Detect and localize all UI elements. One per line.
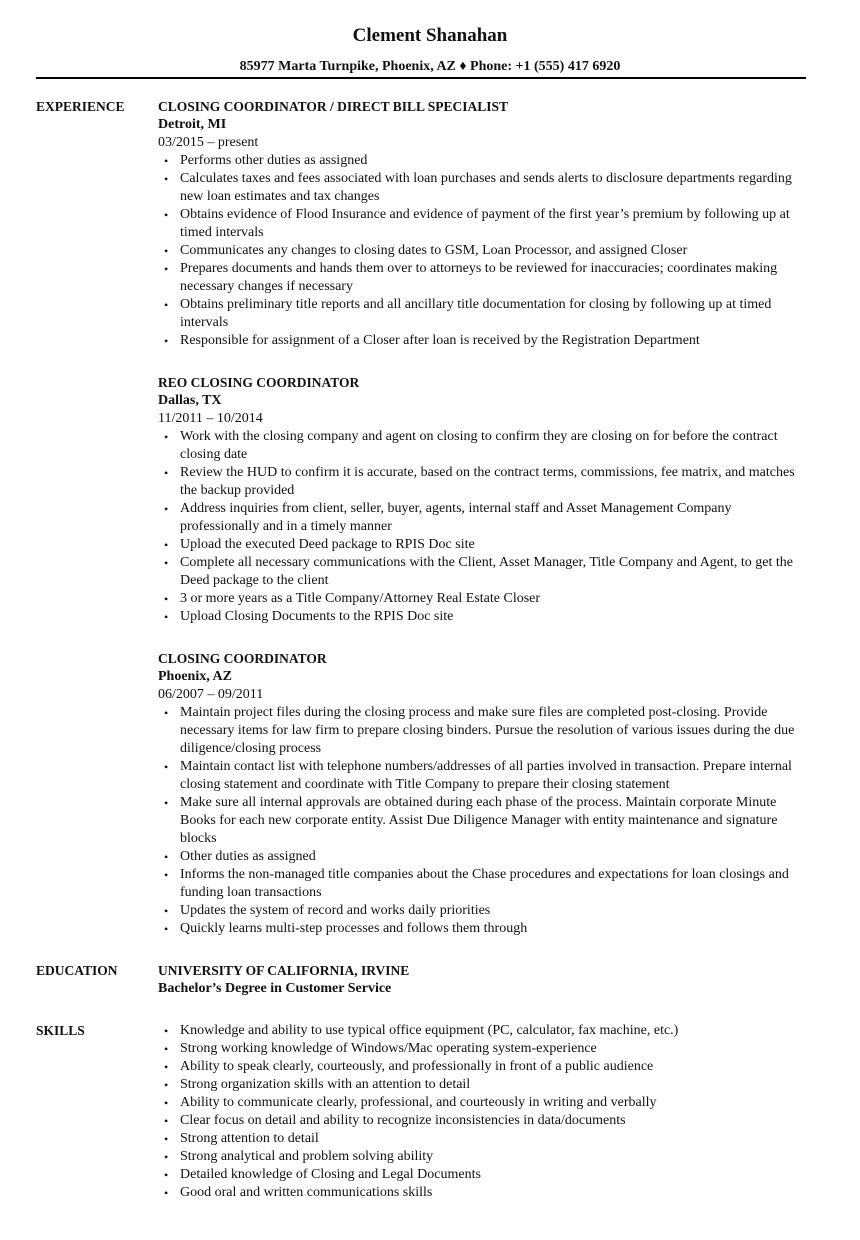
list-item: • Quickly learns multi-step processes and follows them through — [158, 920, 812, 938]
list-item: • Work with the closing company and agent on closing to confirm they are closing on for before the contract closing date — [158, 428, 812, 464]
list-item: • 3 or more years as a Title Company/Attorney Real Estate Closer — [158, 590, 812, 608]
list-item: • Obtains preliminary title reports and all ancillary title documentation for closing by following up at timed intervals — [158, 296, 812, 332]
list-item: • Other duties as assigned — [158, 848, 812, 866]
list-item: • Responsible for assignment of a Closer after loan is received by the Registration Department — [158, 332, 812, 350]
header-divider — [36, 77, 806, 79]
list-item: • Review the HUD to confirm it is accurate, based on the contract terms, commissions, fee matrix, and matches the backup provided — [158, 464, 812, 500]
job-title: REO CLOSING COORDINATOR — [158, 375, 360, 390]
education-section — [36, 962, 826, 998]
contact-line: 85977 Marta Turnpike, Phoenix, AZ ♦ Phone: +1 (555) 417 6920 — [239, 59, 621, 74]
job-dates: 03/2015 – present — [158, 135, 259, 150]
list-item: • Maintain project files during the closing process and make sure files are completed post-closing. Provide necessary items for law firm to prepare closing binders. Pursue the resolution of various issues during the due diligence/closing process — [158, 704, 812, 758]
list-item: • Calculates taxes and fees associated with loan purchases and sends alerts to disclosure departments regarding new loan estimates and tax changes — [158, 170, 812, 206]
section-heading: EXPERIENCE — [36, 99, 125, 114]
list-item: • Knowledge and ability to use typical office equipment (PC, calculator, fax machine, etc.) — [158, 1022, 812, 1040]
list-item: • Updates the system of record and works daily priorities — [158, 902, 812, 920]
job-dates: 11/2011 – 10/2014 — [158, 411, 263, 426]
list-item: • Maintain contact list with telephone numbers/addresses of all parties involved in transaction. Prepare internal closing statement and coordinate with Title Company to prepare their closing statement — [158, 758, 812, 794]
list-item: • Ability to speak clearly, courteously, and professionally in front of a public audience — [158, 1058, 812, 1076]
list-item: • Informs the non-managed title companies about the Chase procedures and expectations for loan closings and funding loan transactions — [158, 866, 812, 902]
list-item: • Upload the executed Deed package to RPIS Doc site — [158, 536, 812, 554]
list-item: • Prepares documents and hands them over to attorneys to be reviewed for inaccuracies; coordinates making necessary changes if necessary — [158, 260, 812, 296]
section-heading: EDUCATION — [36, 963, 118, 978]
list-item: • Upload Closing Documents to the RPIS Doc site — [158, 608, 812, 626]
job-bullets — [158, 152, 826, 350]
list-item: • Communicates any changes to closing dates to GSM, Loan Processor, and assigned Closer — [158, 242, 812, 260]
list-item: • Strong attention to detail — [158, 1130, 812, 1148]
job-title: CLOSING COORDINATOR / DIRECT BILL SPECIALIST — [158, 99, 508, 114]
list-item: • Make sure all internal approvals are obtained during each phase of the process. Maintain corporate Minute Books for each new corporate entity. Assist Due Diligence Manager with entity maintenance and signature blocks — [158, 794, 812, 848]
experience-section — [36, 98, 826, 938]
school-name: UNIVERSITY OF CALIFORNIA, IRVINE — [158, 963, 410, 978]
list-item: • Clear focus on detail and ability to recognize inconsistencies in data/documents — [158, 1112, 812, 1130]
skills-section — [36, 1022, 826, 1202]
list-item: • Performs other duties as assigned — [158, 152, 812, 170]
list-item: • Address inquiries from client, seller, buyer, agents, internal staff and Asset Management Company professionally and in a timely manner — [158, 500, 812, 536]
list-item: • Strong working knowledge of Windows/Mac operating system-experience — [158, 1040, 812, 1058]
list-item: • Complete all necessary communications with the Client, Asset Manager, Title Company and Agent, to get the Deed package to the client — [158, 554, 812, 590]
job-entry — [158, 98, 826, 350]
job-title: CLOSING COORDINATOR — [158, 651, 327, 666]
list-item: • Ability to communicate clearly, professional, and courteously in writing and verbally — [158, 1094, 812, 1112]
list-item: • Strong analytical and problem solving ability — [158, 1148, 812, 1166]
job-location: Dallas, TX — [158, 393, 222, 408]
job-location: Detroit, MI — [158, 117, 227, 132]
job-dates: 06/2007 – 09/2011 — [158, 687, 264, 702]
resume-body — [36, 98, 826, 1226]
list-item: • Detailed knowledge of Closing and Legal Documents — [158, 1166, 812, 1184]
degree: Bachelor’s Degree in Customer Service — [158, 981, 392, 996]
list-item: • Good oral and written communications skills — [158, 1184, 812, 1202]
job-bullets — [158, 428, 826, 626]
section-heading: SKILLS — [36, 1023, 85, 1038]
job-entry — [158, 374, 826, 626]
list-item: • Obtains evidence of Flood Insurance and evidence of payment of the first year’s premium by following up at timed intervals — [158, 206, 812, 242]
job-location: Phoenix, AZ — [158, 669, 232, 684]
list-item: • Strong organization skills with an attention to detail — [158, 1076, 812, 1094]
job-list — [158, 98, 826, 938]
job-bullets — [158, 704, 826, 938]
job-entry — [158, 650, 826, 938]
skills-list — [158, 1022, 826, 1202]
candidate-name: Clement Shanahan — [352, 25, 508, 46]
